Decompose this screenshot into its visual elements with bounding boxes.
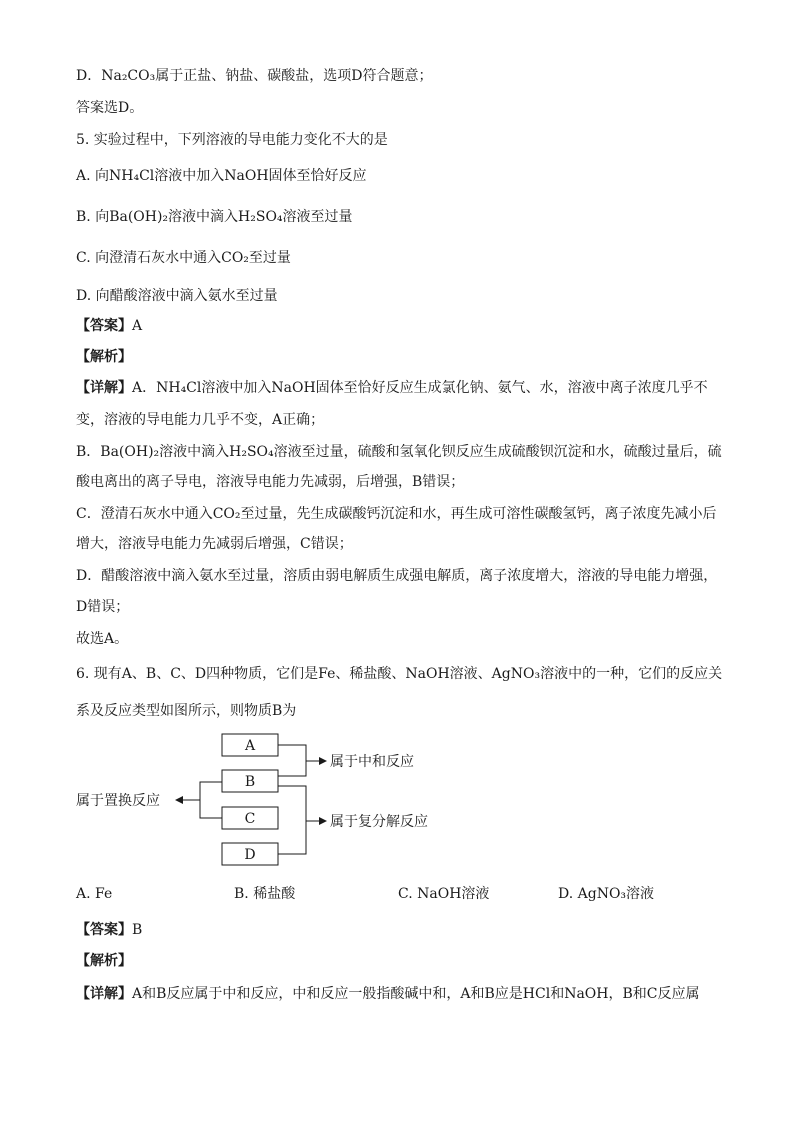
q6-option-d: D. AgNO₃溶液: [558, 886, 655, 902]
label-double-decomposition: 属于复分解反应: [330, 814, 428, 830]
q5-detail-line-6: 增大，溶液导电能力先减弱后增强，C错误；: [76, 536, 353, 552]
q5-stem: 5. 实验过程中，下列溶液的导电能力变化不大的是: [76, 132, 388, 148]
q6-detail-line-1: [76, 984, 699, 1004]
q6-detail-text: A和B反应属于中和反应，中和反应一般指酸碱中和，A和B应是HCl和NaOH，B和C反应属: [132, 986, 700, 1002]
bracket-double-decomposition: [278, 786, 306, 854]
q5-detail-tag: 【详解】: [76, 380, 132, 396]
q5-detail-text-1: A．NH₄Cl溶液中加入NaOH固体至恰好反应生成氯化钠、氨气、水，溶液中离子浓度几乎不: [132, 380, 708, 396]
reaction-diagram: [76, 728, 456, 870]
q5-analysis-tag: 【解析】: [76, 349, 132, 365]
bracket-displacement: [200, 782, 222, 818]
q5-option-a: A. 向NH₄Cl溶液中加入NaOH固体至恰好反应: [76, 168, 367, 184]
q6-detail-tag: 【详解】: [76, 986, 132, 1002]
box-d-label: D: [244, 847, 256, 863]
q5-detail-line-3: B．Ba(OH)₂溶液中滴入H₂SO₄溶液至过量，硫酸和氢氧化钡反应生成硫酸钡沉淀和水，硫酸过量后，硫: [76, 444, 722, 460]
q5-detail-line-9: 故选A。: [76, 631, 129, 647]
label-displacement: 属于置换反应: [76, 793, 160, 809]
q6-answer-value: B: [132, 922, 143, 938]
q5-option-d: D. 向醋酸溶液中滴入氨水至过量: [76, 288, 278, 304]
q5-option-c: C. 向澄清石灰水中通入CO₂至过量: [76, 250, 291, 266]
q4-option-d-explanation: D．Na₂CO₃属于正盐、钠盐、碳酸盐，选项D符合题意；: [76, 68, 433, 84]
q5-option-b: B. 向Ba(OH)₂溶液中滴入H₂SO₄溶液至过量: [76, 209, 353, 225]
q5-answer-value: A: [132, 318, 143, 334]
q6-option-a: A. Fe: [76, 886, 113, 902]
q6-answer: [76, 920, 142, 940]
q6-analysis-tag: 【解析】: [76, 953, 132, 969]
label-neutralization: 属于中和反应: [330, 754, 414, 770]
box-a-label: A: [244, 738, 256, 754]
q5-detail-line-8: D错误；: [76, 599, 130, 615]
box-b-label: B: [244, 774, 256, 790]
q5-answer: [76, 316, 142, 336]
q6-option-b: B. 稀盐酸: [234, 886, 296, 902]
q5-detail-line-7: D．醋酸溶液中滴入氨水至过量，溶质由弱电解质生成强电解质，离子浓度增大，溶液的导电能力增强，: [76, 568, 718, 584]
q6-answer-tag: 【答案】: [76, 922, 132, 938]
q6-stem-line-2: 系及反应类型如图所示，则物质B为: [76, 703, 297, 719]
q5-detail-line-4: 酸电离出的离子导电，溶液导电能力先减弱，后增强，B错误；: [76, 474, 465, 490]
bracket-neutralization: [278, 745, 306, 776]
q4-answer: 答案选D。: [76, 100, 144, 116]
q5-answer-tag: 【答案】: [76, 318, 132, 334]
q6-option-c: C. NaOH溶液: [398, 886, 490, 902]
q5-detail-line-2: 变，溶液的导电能力几乎不变，A正确；: [76, 412, 325, 428]
box-c-label: C: [244, 811, 256, 827]
q5-detail-line-5: C．澄清石灰水中通入CO₂至过量，先生成碳酸钙沉淀和水，再生成可溶性碳酸氢钙，离子浓度先减小后: [76, 506, 717, 522]
q6-stem-line-1: 6. 现有A、B、C、D四种物质，它们是Fe、稀盐酸、NaOH溶液、AgNO₃溶液中的一种，它们的反应关: [76, 666, 723, 682]
q5-detail-line-1: [76, 378, 708, 398]
